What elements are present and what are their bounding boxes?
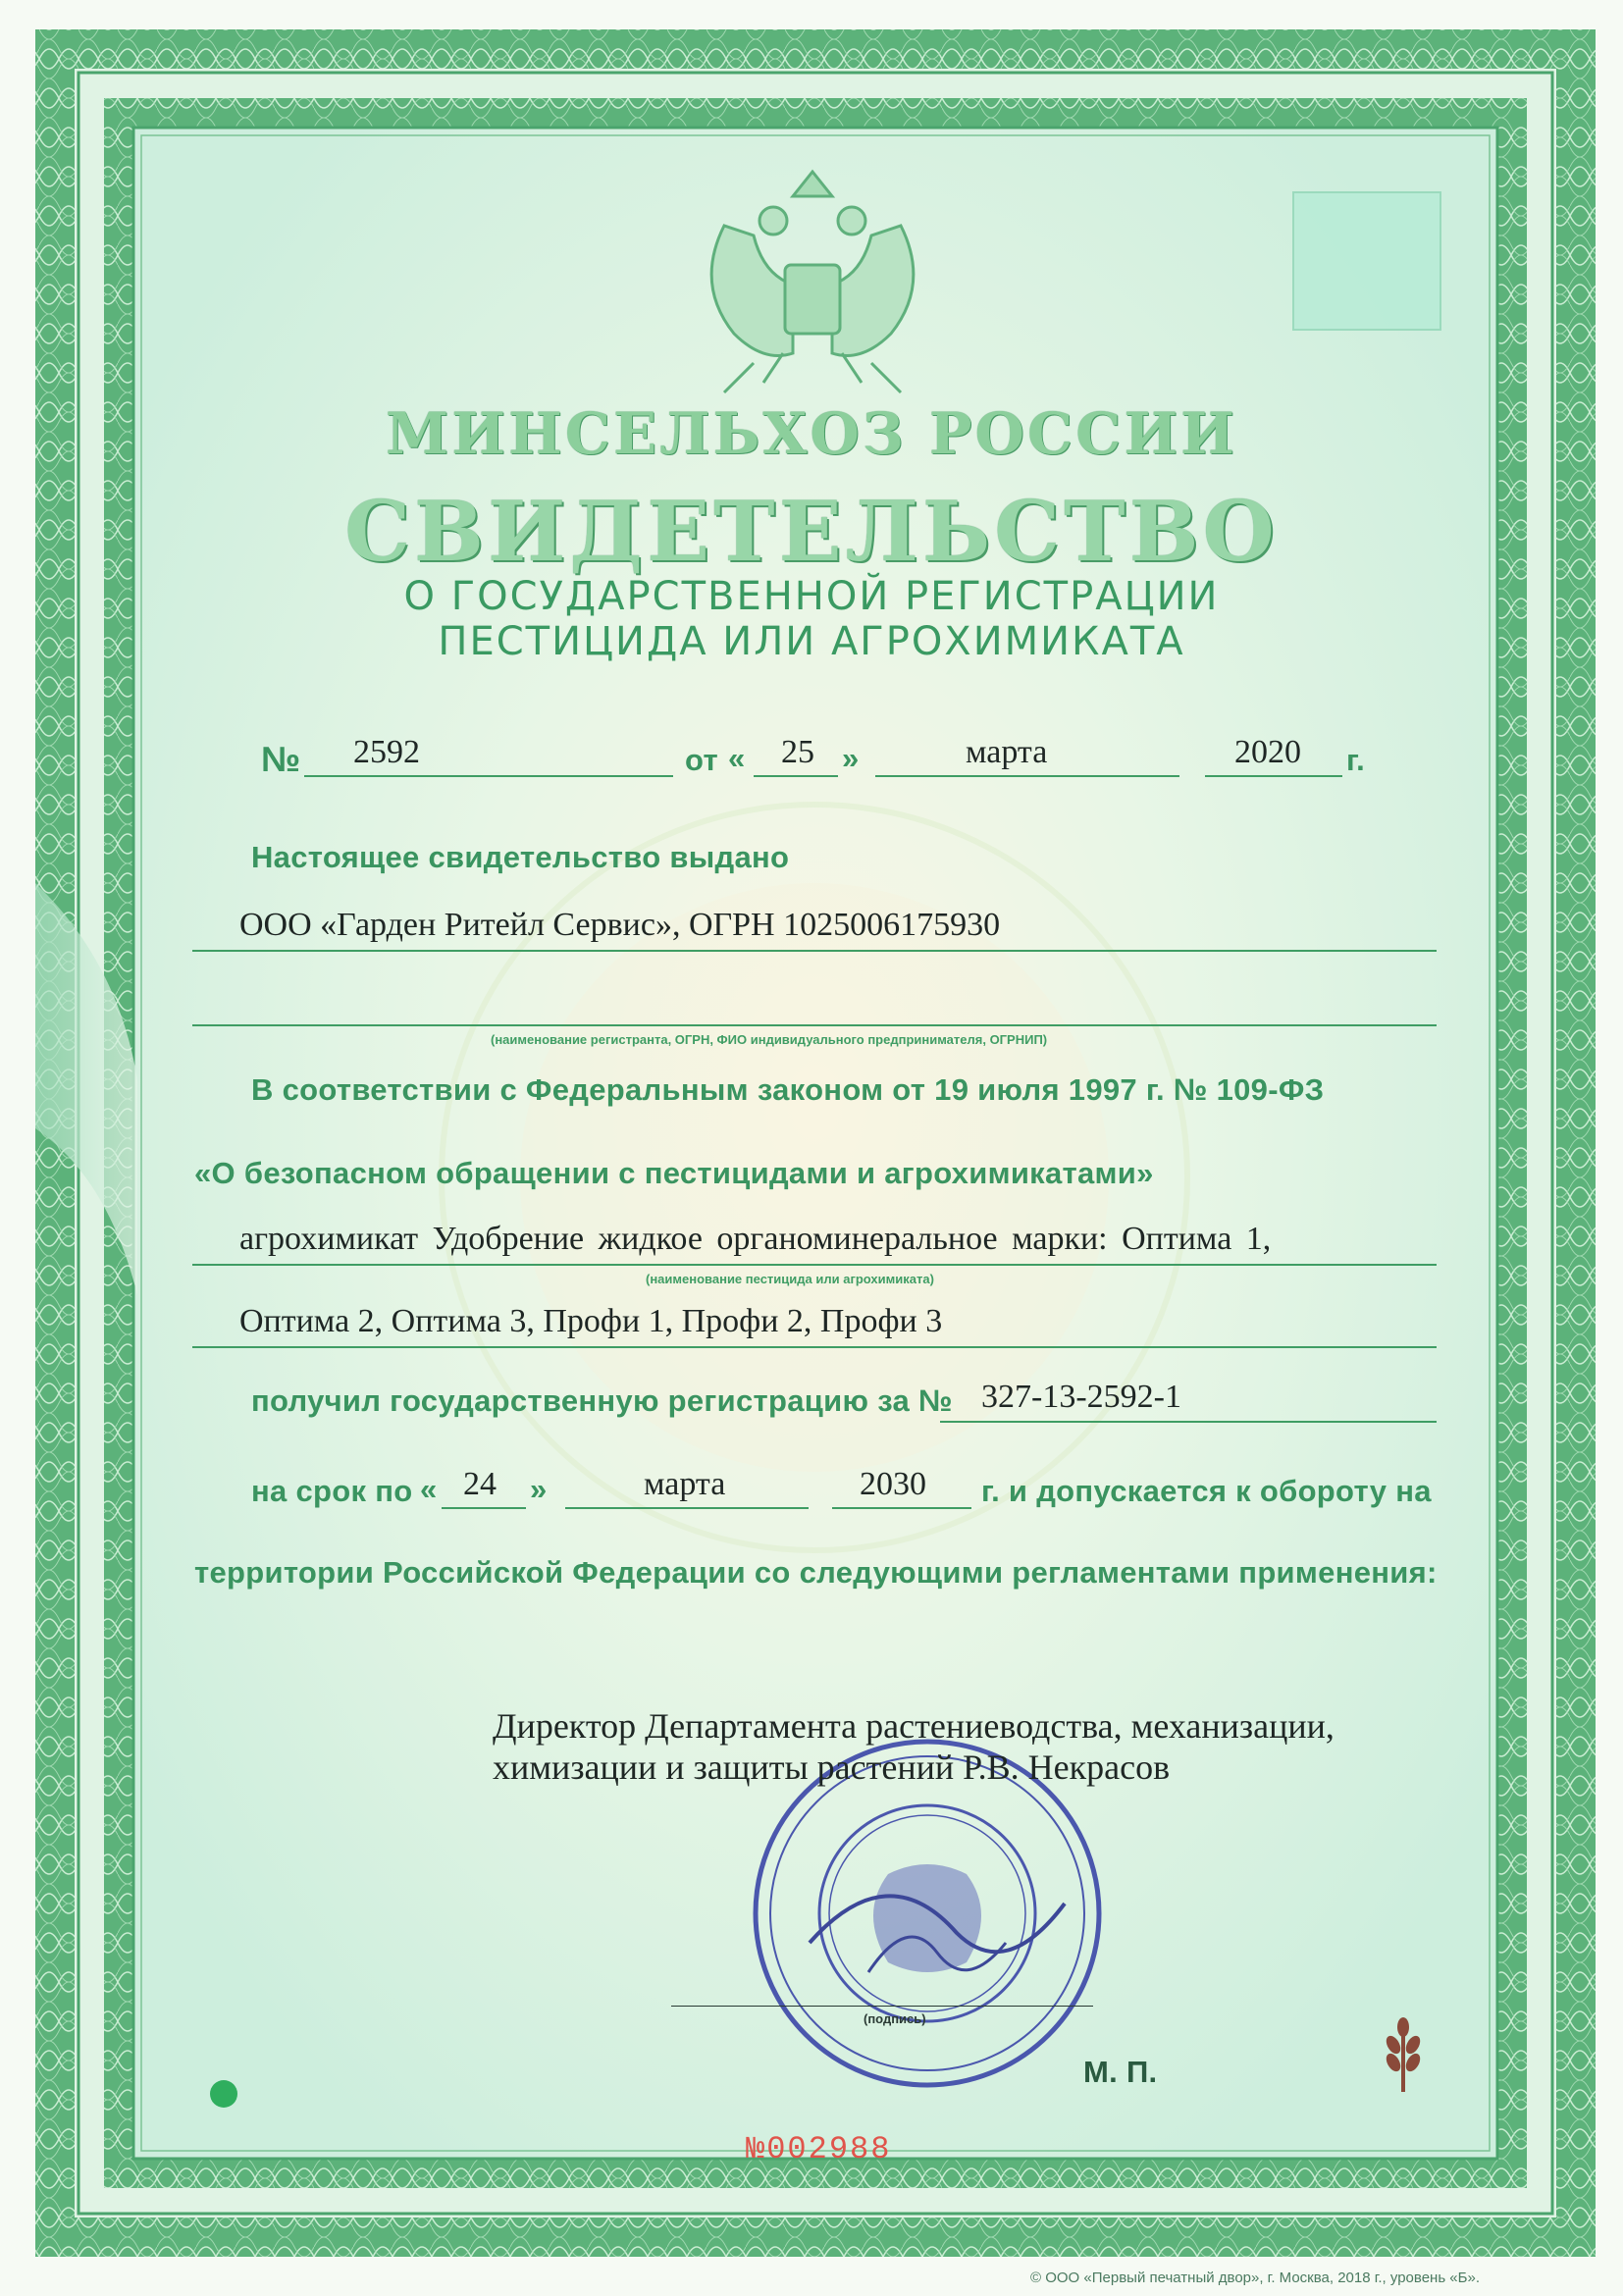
subtitle-line-2: ПЕСТИЦИДА ИЛИ АГРОХИМИКАТА	[438, 619, 1185, 664]
law-line-2: «О безопасном обращении с пестицидами и агрохимикатами»	[194, 1156, 1154, 1190]
term-quote-open: «	[420, 1472, 438, 1506]
issue-day: 25	[781, 734, 814, 770]
seal-place-label: М. П.	[1083, 2055, 1158, 2089]
signature-caption: (подпись)	[864, 2011, 926, 2026]
registrant-caption: (наименование регистранта, ОГРН, ФИО индивидуального предпринимателя, ОГРНИП)	[491, 1032, 1048, 1047]
term-suffix: г. и допускается к обороту на	[981, 1474, 1432, 1508]
certificate-title: СВИДЕТЕЛЬСТВО	[344, 483, 1279, 580]
from-label: от	[685, 743, 718, 777]
issue-month: марта	[966, 734, 1048, 770]
day-quote-open: «	[728, 741, 746, 775]
subtitle-line-1: О ГОСУДАРСТВЕННОЙ РЕГИСТРАЦИИ	[403, 574, 1220, 619]
certificate-subtitle	[0, 574, 1623, 664]
term-quote-close: »	[530, 1472, 548, 1506]
day-quote-close: »	[842, 741, 860, 775]
issued-label: Настоящее свидетельство выдано	[251, 840, 790, 874]
hologram-dot	[210, 2080, 237, 2108]
term-label: на срок по	[251, 1474, 413, 1508]
signatory-line-2: химизации и защиты растений Р.В. Некрасов	[493, 1748, 1171, 1787]
certificate-number: 2592	[353, 734, 420, 770]
product-line-2: Оптима 2, Оптима 3, Профи 1, Профи 2, Профи 3	[239, 1303, 943, 1339]
year-suffix: г.	[1346, 743, 1366, 777]
registration-number: 327-13-2592-1	[981, 1379, 1181, 1415]
product-caption: (наименование пестицида или агрохимиката)	[646, 1272, 934, 1286]
printer-footer: © ООО «Первый печатный двор», г. Москва, 2018 г., уровень «Б».	[1030, 2270, 1481, 2286]
term-day: 24	[463, 1466, 497, 1502]
ministry-heading: МИНСЕЛЬХОЗ РОССИИ	[386, 400, 1237, 467]
issue-year: 2020	[1234, 734, 1301, 770]
law-line-1: В соответствии с Федеральным законом от 19 июля 1997 г. № 109-ФЗ	[251, 1072, 1325, 1107]
number-label: №	[261, 739, 301, 779]
registration-label: получил государственную регистрацию за №	[251, 1383, 953, 1418]
term-year: 2030	[860, 1466, 926, 1502]
term-line-2: территории Российской Федерации со следующими регламентами применения:	[194, 1555, 1438, 1590]
product-line-1: агрохимикат Удобрение жидкое органоминеральное марки: Оптима 1,	[239, 1221, 1272, 1257]
serial-number: №002988	[746, 2131, 892, 2167]
signatory-block	[493, 1705, 1335, 1788]
registrant-name: ООО «Гарден Ритейл Сервис», ОГРН 1025006175930	[239, 907, 1001, 943]
term-month: марта	[644, 1466, 726, 1502]
signatory-line-1: Директор Департамента растениеводства, механизации,	[493, 1706, 1335, 1746]
